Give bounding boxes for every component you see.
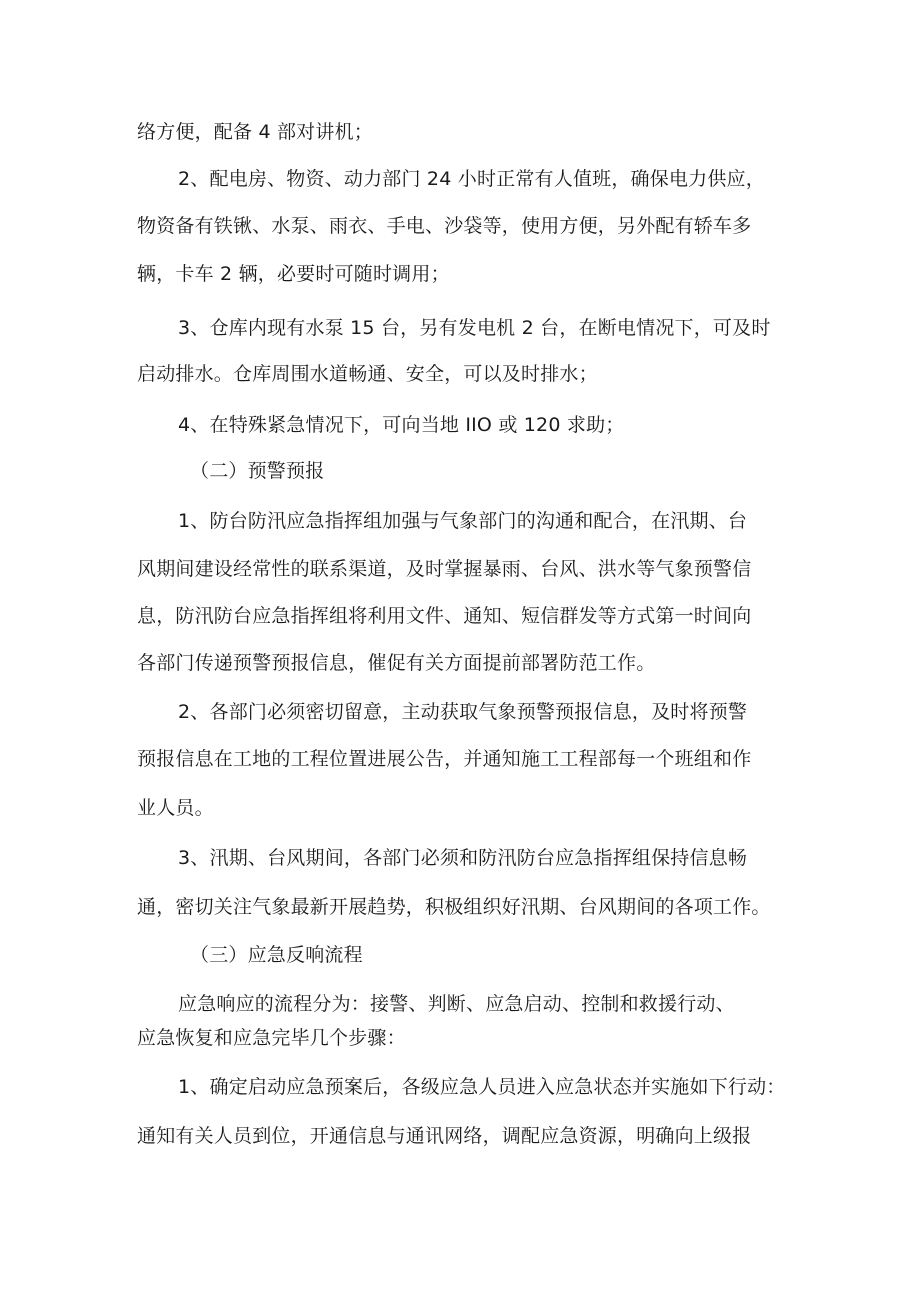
- text-line: 启动排水。仓库周围水道畅通、安全，可以及时排水；: [137, 363, 598, 385]
- text-line: 2、各部门必须密切留意，主动获取气象预警预报信息，及时将预警: [178, 701, 748, 723]
- text-line: 通知有关人员到位，开通信息与通讯网络，调配应急资源，明确向上级报: [137, 1125, 752, 1147]
- text-line: 预报信息在工地的工程位置进展公告，并通知施工工程部每一个班组和作: [137, 748, 752, 770]
- text-line: 络方便，配备 4 部对讲机；: [137, 121, 373, 143]
- text-line: 3、仓库内现有水泵 15 台，另有发电机 2 台，在断电情况下，可及时: [178, 317, 771, 339]
- text-line: 3、汛期、台风期间，各部门必须和防汛防台应急指挥组保持信息畅: [178, 847, 748, 869]
- section-heading: （二）预警预报: [190, 460, 325, 482]
- text-line: 4、在特殊紧急情况下，可向当地 IIO 或 120 求助；: [178, 414, 625, 436]
- text-line: 各部门传递预警预报信息，催促有关方面提前部署防范工作。: [137, 652, 656, 674]
- text-line: 物资备有铁锹、水泵、雨衣、手电、沙袋等，使用方便，另外配有轿车多: [137, 215, 752, 237]
- text-line: 应急响应的流程分为：接警、判断、应急启动、控制和救援行动、: [178, 993, 735, 1015]
- text-line: 1、防台防汛应急指挥组加强与气象部门的沟通和配合，在汛期、台: [178, 510, 748, 532]
- text-line: 应急恢复和应急完毕几个步骤：: [137, 1027, 406, 1049]
- text-line: 1、确定启动应急预案后，各级应急人员进入应急状态并实施如下行动：: [178, 1076, 786, 1098]
- text-line: 风期间建设经常性的联系渠道，及时掌握暴雨、台风、洪水等气象预警信: [137, 558, 752, 580]
- text-line: 业人员。: [137, 797, 214, 819]
- text-line: 辆，卡车 2 辆，必要时可随时调用；: [137, 263, 450, 285]
- text-line: 息，防汛防台应急指挥组将利用文件、通知、短信群发等方式第一时间向: [137, 605, 752, 627]
- section-heading: （三）应急反响流程: [190, 944, 363, 966]
- text-line: 通，密切关注气象最新开展趋势，积极组织好汛期、台风期间的各项工作。: [137, 896, 771, 918]
- text-line: 2、配电房、物资、动力部门 24 小时正常有人值班，确保电力供应，: [178, 168, 765, 190]
